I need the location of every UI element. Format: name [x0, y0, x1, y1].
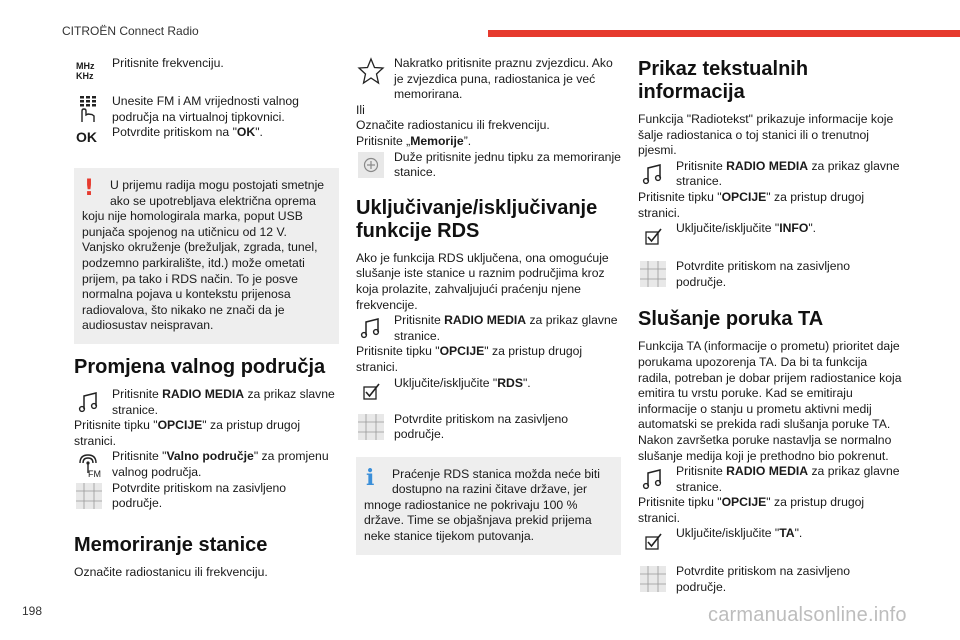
- rds-step-4: Potvrdite pritiskom na zasivljeno područje.: [356, 412, 621, 443]
- touch-grid-icon: [638, 564, 668, 594]
- star-step-4: Duže pritisnite jednu tipku za memoriranje stanice.: [356, 150, 621, 181]
- heading-ta: Slušanje poruka TA: [638, 308, 824, 331]
- radio-fm-icon: [74, 449, 104, 479]
- heading-rds: Uključivanje/isključivanje funkcije RDS: [356, 196, 598, 242]
- info-icon: i: [366, 464, 375, 491]
- heading-band-change: Promjena valnog područja: [74, 355, 326, 378]
- heading-memory: Memoriranje stanice: [74, 533, 268, 556]
- music-note-icon: [638, 159, 668, 189]
- music-note-icon: [74, 387, 104, 417]
- ta-step-1: Pritisnite RADIO MEDIA za prikaz glavne stranice. Pritisnite tipku "OPCIJE" za pristup drugoj stranici.: [638, 464, 900, 525]
- ok-icon: OK: [76, 129, 97, 145]
- text-step-1: Pritisnite RADIO MEDIA za prikaz glavne stranice. Pritisnite tipku "OPCIJE" za pristup drugoj stranici.: [638, 158, 900, 220]
- rds-step-1: Pritisnite RADIO MEDIA za prikaz glavne stranice. Pritisnite tipku "OPCIJE" za pristup drugoj stranici.: [356, 313, 618, 374]
- header-title: CITROËN Connect Radio: [62, 24, 199, 38]
- text-step-3: Uključite/isključite "INFO".: [638, 221, 903, 251]
- rds-step-3: Uključite/isključite "RDS".: [356, 376, 621, 406]
- column-2: Nakratko pritisnite praznu zvjezdicu. Ako je zvjezdica puna, radiostanica je već memorirana. Ili Označite radiostanicu ili frekvenciju. Pritisnite „Memorije”. Duže pritisnite jednu tipku za memoriranje stanice. Uključivanje/isključivanje funkcije RDS Ako je funkcija RDS uključena, ona omogućuje slušanje iste stanice u raznim područjima kroz koja prolazite, zahvaljujući praćenju njene frekvencije. Pritisnite RADIO MEDIA za prikaz glavne stranice. Pritisnite tipku "OPCIJE" za pristup drugoj stranici. Uključite/isključite "RDS". Potvrdite pritiskom na zasivljeno područje. i Praćenje RDS stanica možda neće biti dostupno na razini čitave države, jer mnoge radiostanice ne pokrivaju 100 % države. Time se objašnjava prekid prijema neke stanice tijekom putovanja.: [356, 56, 621, 561]
- keypad-step: OK Unesite FM i AM vrijednosti valnog područja na virtualnoj tipkovnici. Potvrdite pritiskom na "OK".: [76, 94, 299, 145]
- music-note-icon: [638, 464, 668, 494]
- warning-exclamation-icon: !: [84, 176, 95, 201]
- fm-label: FM: [88, 469, 101, 480]
- checkbox-icon: [638, 526, 668, 556]
- rds-coverage-note: i Praćenje RDS stanica možda neće biti dostupno na razini čitave države, jer mnoge radiostanice ne pokrivaju 100 % države. Time se objašnjava prekid prijema neke stanice tijekom putovanja.: [356, 457, 621, 555]
- ta-step-4: Potvrdite pritiskom na zasivljeno područje.: [638, 564, 903, 595]
- music-note-icon: [356, 313, 386, 343]
- band-step-4: Potvrdite pritiskom na zasivljeno područje.: [74, 481, 339, 512]
- band-step-1: Pritisnite RADIO MEDIA za prikaz slavne stranice. Pritisnite tipku "OPCIJE" za pristup drugoj stranici.: [74, 386, 335, 448]
- heading-text-info: Prikaz tekstualnih informacija: [638, 58, 809, 103]
- touch-grid-icon: [356, 412, 386, 442]
- frequency-step: MHz KHz Pritisnite frekvenciju.: [74, 56, 339, 90]
- header-accent-bar: [488, 30, 960, 37]
- mhz-khz-icon: MHz KHz: [76, 61, 95, 81]
- column-3: Prikaz tekstualnih informacija Funkcija "Radiotekst" prikazuje informacije koje šalje radiostanica o toj stanici ili o trenutnoj pjesmi. Pritisnite RADIO MEDIA za prikaz glavne stranice. Pritisnite tipku "OPCIJE" za pristup drugoj stranici. Uključite/isključite "INFO". Potvrdite pritiskom na zasivljeno područje. Slušanje poruka TA Funkcija TA (informacije o prometu) prioritet daje porukama upozorenja TA. Da bi ta funkcija radila, potreban je dobar prijem radiostanice koja emitira tu vrstu poruke. Kad se emitiraju informacije o stanju u prometu aktivni medij automatski se prekida radi slušanja poruke TA. Nakon završetka poruke nastavlja se normalno slušanje medija koji je prethodno bio pokrenut. Pritisnite RADIO MEDIA za prikaz glavne stranice. Pritisnite tipku "OPCIJE" za pristup drugoj stranici. Uključite/isključite "TA". Potvrdite pritiskom na zasivljeno područje.: [638, 58, 902, 595]
- star-step-1: Nakratko pritisnite praznu zvjezdicu. Ako je zvjezdica puna, radiostanica je već memorirana. Ili Označite radiostanicu ili frekvenciju. Pritisnite „Memorije”.: [356, 56, 613, 148]
- touch-grid-icon: [638, 259, 668, 289]
- checkbox-icon: [356, 376, 386, 406]
- column-1: MHz KHz Pritisnite frekvenciju. OK Unesite FM i AM vrijednosti valnog područja na virtualnoj tipkovnici. Potvrdite pritiskom na "OK". ! U prijemu radija mogu postojati smetnje ako se upotrebljava električna oprema koju nije homologirala marka, poput USB punjača spojenog na utičnicu od 12 V. Vanjsko okruženje (brežuljak, zgrada, tunel, podzemno parkiralište, itd.) može ometati prijem, pa tako i RDS način. To je posve normalna pojava u kontekstu prijenosa radiovalova, što nikako ne znači da je audiosustav neispravan. Promjena valnog područja Pritisnite RADIO MEDIA za prikaz slavne stranice. Pritisnite tipku "OPCIJE" za pristup drugoj stranici. FM Pritisnite "Valno područje" za promjenu valnog područja. Potvrdite pritiskom na zasivljeno područje. Memoriranje stanice Označite radiostanicu ili frekvenciju.: [74, 56, 339, 580]
- add-preset-icon: [356, 150, 386, 180]
- keypad-icon: [74, 94, 104, 145]
- touch-grid-icon: [74, 481, 104, 511]
- page-number: 198: [22, 604, 43, 618]
- radio-interference-note: ! U prijemu radija mogu postojati smetnje ako se upotrebljava električna oprema koju nije homologirala marka, poput USB punjača spojenog na utičnicu od 12 V. Vanjsko okruženje (brežuljak, zgrada, tunel, podzemno parkiralište, itd.) može ometati prijem, pa tako i RDS način. To je posve normalna pojava u kontekstu prijenosa radiovalova, što nikako ne znači da je audiosustav neispravan.: [74, 168, 339, 344]
- ta-step-3: Uključite/isključite "TA".: [638, 526, 903, 556]
- watermark: carmanualsonline.info: [708, 604, 907, 626]
- checkbox-icon: [638, 221, 668, 251]
- star-icon: [356, 56, 386, 86]
- text-step-4: Potvrdite pritiskom na zasivljeno područje.: [638, 259, 903, 290]
- band-step-3: FM Pritisnite "Valno područje" za promjenu valnog područja.: [74, 449, 339, 480]
